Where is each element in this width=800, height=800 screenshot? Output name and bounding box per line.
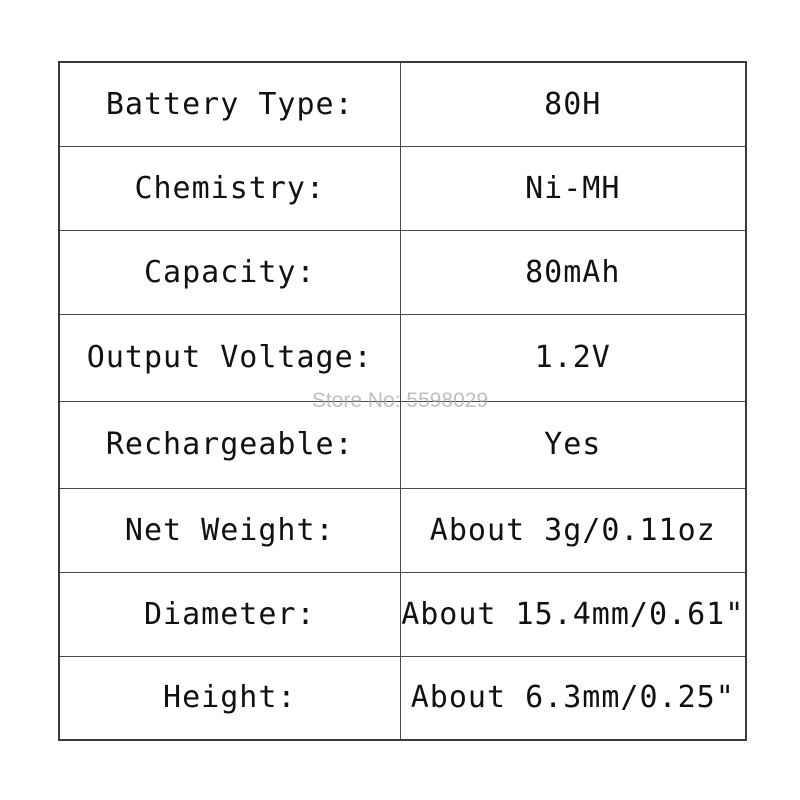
spec-label: Chemistry: [59,146,400,230]
table-row [59,230,746,314]
spec-value: Ni-MH [400,146,746,230]
spec-label: Rechargeable: [59,401,400,488]
spec-value: About 3g/0.11oz [400,488,746,572]
spec-value: About 15.4mm/0.61" [400,572,746,656]
spec-value: 80H [400,62,746,146]
table-row [59,488,746,572]
spec-label: Net Weight: [59,488,400,572]
spec-value: 80mAh [400,230,746,314]
spec-label: Height: [59,656,400,740]
spec-value: Yes [400,401,746,488]
spec-value: 1.2V [400,314,746,401]
table-row [59,314,746,401]
table-row [59,572,746,656]
spec-label: Output Voltage: [59,314,400,401]
spec-label: Capacity: [59,230,400,314]
spec-label: Battery Type: [59,62,400,146]
store-watermark: Store No: 5598029 [311,389,489,412]
table-row [59,401,746,488]
table-row [59,146,746,230]
spec-label: Diameter: [59,572,400,656]
table-row [59,62,746,146]
spec-value: About 6.3mm/0.25" [400,656,746,740]
table-row [59,656,746,740]
spec-table [58,61,747,741]
